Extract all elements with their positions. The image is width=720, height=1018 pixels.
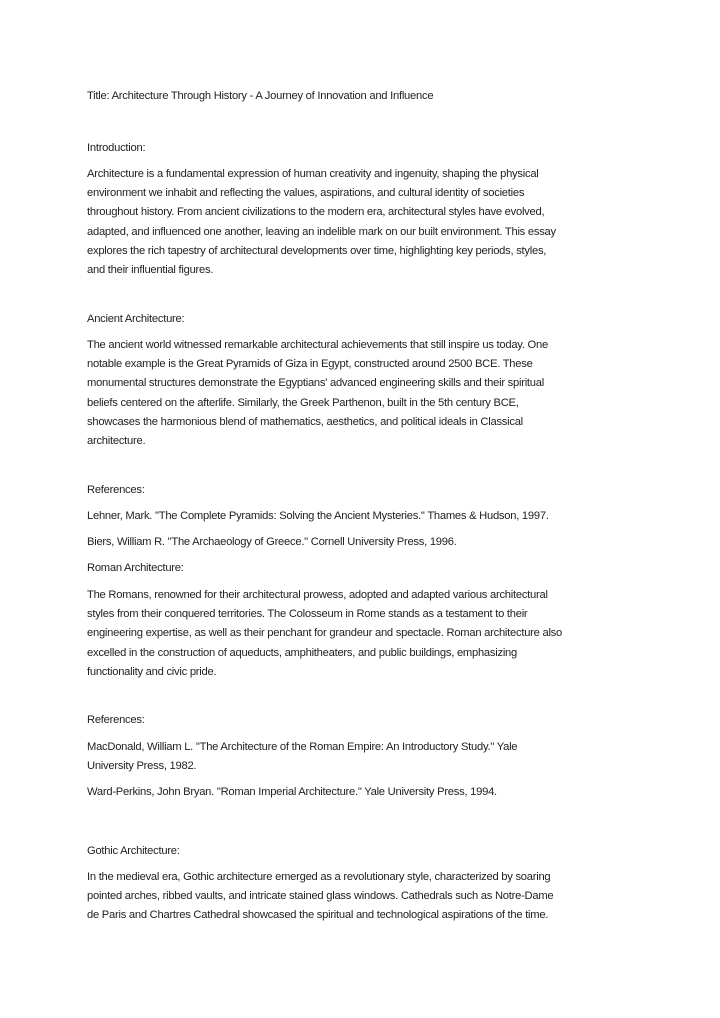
gothic-heading: Gothic Architecture: [87,845,180,857]
paragraph-line: The ancient world witnessed remarkable architectural achievements that still inspire us today. One [87,339,548,351]
paragraph-line: engineering expertise, as well as their penchant for grandeur and spectacle. Roman architecture also [87,627,562,640]
reference-entry: Lehner, Mark. "The Complete Pyramids: Solving the Ancient Mysteries." Thames & Hudson, 1997. [87,510,549,522]
paragraph-line: environment we inhabit and reflecting the values, aspirations, and cultural identity of societies [87,187,525,200]
reference-line: University Press, 1982. [87,760,197,773]
introduction-paragraph [87,165,647,280]
paragraph-line: excelled in the construction of aqueducts, amphitheaters, and public buildings, emphasizing [87,646,517,659]
paragraph-line: notable example is the Great Pyramids of Giza in Egypt, constructed around 2500 BCE. These [87,358,533,371]
paragraph-line: functionality and civic pride. [87,665,217,678]
paragraph-line: In the medieval era, Gothic architecture emerged as a revolutionary style, characterized by soaring [87,871,551,883]
paragraph-line: adapted, and influenced one another, leaving an indelible mark on our built environment. This essay [87,225,556,238]
paragraph-line: throughout history. From ancient civilizations to the modern era, architectural styles have evolved, [87,206,545,219]
introduction-heading: Introduction: [87,142,146,154]
reference-line: MacDonald, William L. "The Architecture of the Roman Empire: An Introductory Study." Yale [87,741,518,753]
paragraph-line: styles from their conquered territories. The Colosseum in Rome stands as a testament to their [87,608,528,621]
paragraph-line: showcases the harmonious blend of mathematics, aesthetics, and political ideals in Classical [87,415,523,428]
document-title: Title: Architecture Through History - A Journey of Innovation and Influence [87,90,434,102]
paragraph-line: Architecture is a fundamental expression of human creativity and ingenuity, shaping the physical [87,168,539,180]
reference-entry: Ward-Perkins, John Bryan. "Roman Imperial Architecture." Yale University Press, 1994. [87,786,497,798]
roman-paragraph [87,586,647,682]
paragraph-line: monumental structures demonstrate the Egyptians' advanced engineering skills and their spiritual [87,377,544,390]
ancient-references-heading: References: [87,484,145,496]
paragraph-line: beliefs centered on the afterlife. Similarly, the Greek Parthenon, built in the 5th century BCE, [87,396,519,409]
roman-references-heading: References: [87,714,145,726]
ancient-paragraph [87,336,647,451]
paragraph-line: pointed arches, ribbed vaults, and intricate stained glass windows. Cathedrals such as Notre-Dame [87,890,554,903]
paragraph-line: de Paris and Chartres Cathedral showcased the spiritual and technological aspirations of the time. [87,909,549,922]
gothic-paragraph [87,868,647,926]
reference-entry: Biers, William R. "The Archaeology of Greece." Cornell University Press, 1996. [87,536,457,548]
roman-heading: Roman Architecture: [87,562,184,574]
paragraph-line: explores the rich tapestry of architectural developments over time, highlighting key periods, styles, [87,244,547,257]
paragraph-line: and their influential figures. [87,264,214,277]
paragraph-line: architecture. [87,435,146,448]
paragraph-line: The Romans, renowned for their architectural prowess, adopted and adapted various architectural [87,589,548,601]
ancient-heading: Ancient Architecture: [87,313,185,325]
reference-entry [87,738,647,776]
